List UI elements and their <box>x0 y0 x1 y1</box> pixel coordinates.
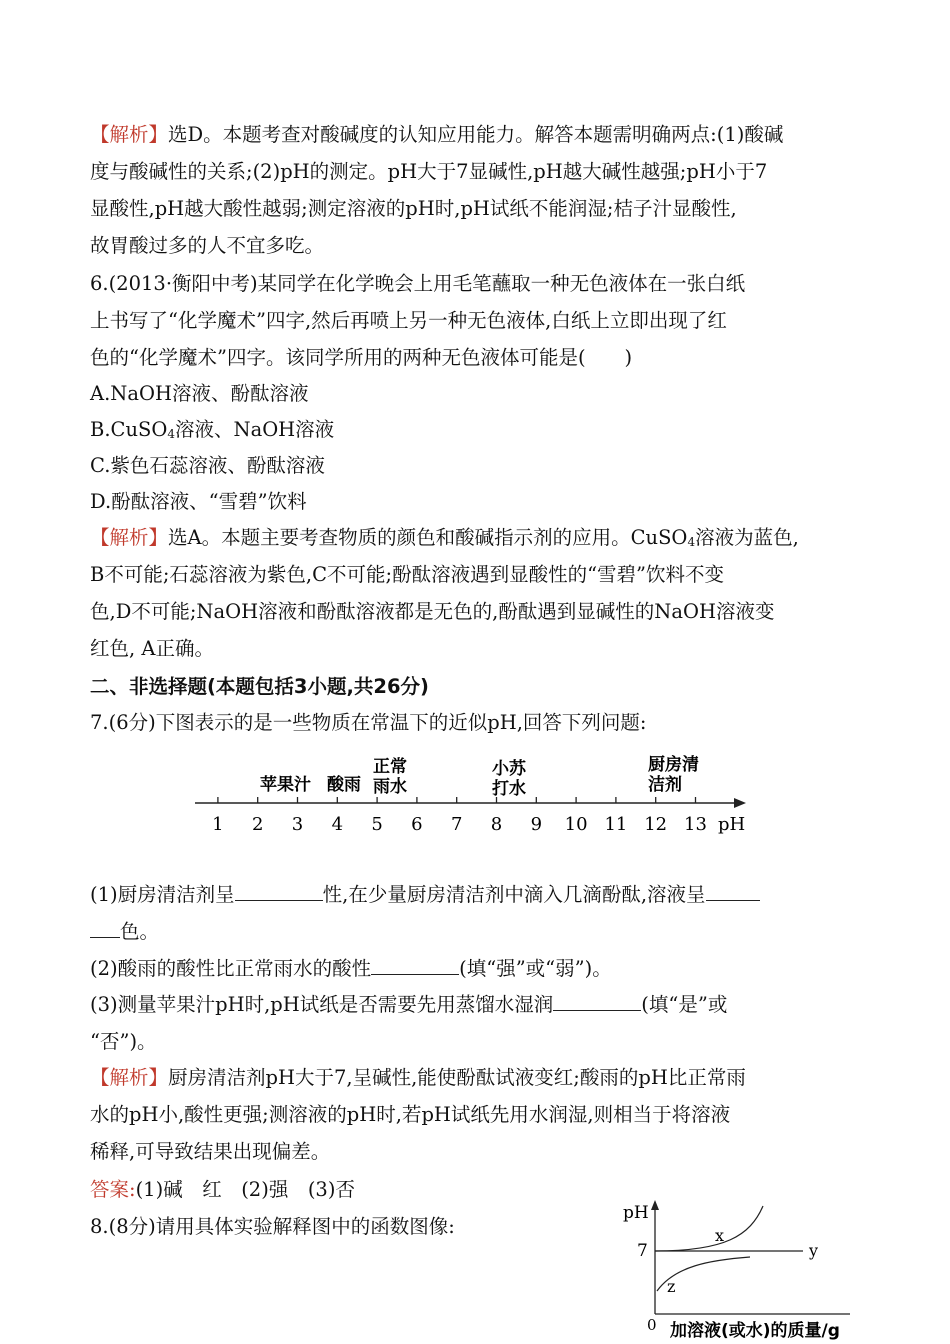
analysis-line: 【解析】选A。本题主要考查物质的颜色和酸碱指示剂的应用。CuSO$_4$溶液为蓝色, <box>90 526 799 549</box>
graph-seven-label: 7 <box>637 1241 648 1261</box>
ph-unit: pH <box>718 814 746 835</box>
analysis-line: 【解析】厨房清洁剂pH大于7,呈碱性,能使酚酞试液变红;酸雨的pH比正常雨 <box>90 1066 746 1089</box>
analysis-line: B不可能;石蕊溶液为紫色,C不可能;酚酞溶液遇到显酸性的“雪碧”饮料不变 <box>90 563 725 586</box>
ph-tick-label: 10 <box>564 814 588 835</box>
ph-tick-label: 5 <box>371 814 383 835</box>
answer-label: 答案: <box>90 1178 136 1201</box>
curve-label-y: y <box>809 1241 819 1260</box>
label-normal-rain: 雨水 <box>373 777 407 797</box>
label-cleaner: 洁剂 <box>648 775 682 795</box>
ph-tick-label: 13 <box>684 814 707 835</box>
curve-x <box>655 1206 763 1251</box>
axis-arrow-icon <box>734 798 746 808</box>
option-c: C.紫色石蕊溶液、酚酞溶液 <box>90 454 325 477</box>
answer-blank[interactable] <box>235 880 323 901</box>
question-6-stem: 6.(2013·衡阳中考)某同学在化学晚会上用毛笔蘸取一种无色液体在一张白纸 <box>90 272 746 295</box>
answer-line <box>90 1175 355 1205</box>
label-soda: 小苏 <box>492 759 526 779</box>
graph-y-label: pH <box>623 1203 649 1223</box>
ph-tick-label: 1 <box>212 814 224 835</box>
label-apple-juice: 苹果汁 <box>260 775 311 795</box>
question-7-stem: 7.(6分)下图表示的是一些物质在常温下的近似pH,回答下列问题: <box>90 711 647 734</box>
ph-tick-label: 11 <box>604 814 628 835</box>
analysis-line: 【解析】选D。本题考查对酸碱度的认知应用能力。解答本题需明确两点:(1)酸碱 <box>90 123 784 146</box>
ph-tick-label: 3 <box>291 814 304 835</box>
graph-origin: 0 <box>647 1316 657 1334</box>
ph-tick-label: 12 <box>644 814 668 835</box>
analysis-line: 故胃酸过多的人不宜多吃。 <box>90 234 325 257</box>
label-soda: 打水 <box>492 779 526 799</box>
analysis-line: 红色, A正确。 <box>90 637 214 660</box>
ph-tick-label: 4 <box>331 814 344 835</box>
curve-label-z: z <box>667 1277 676 1296</box>
function-graph <box>615 1196 865 1341</box>
question-7-part-3: (3)测量苹果汁pH时,pH试纸是否需要先用蒸馏水湿润 (填“是”或 <box>90 990 727 1020</box>
option-d: D.酚酞溶液、“雪碧”饮料 <box>90 490 307 513</box>
ph-tick-label: 7 <box>450 814 463 835</box>
answer-text: (1)碱 红 (2)强 (3)否 <box>135 1178 355 1201</box>
label-cleaner: 厨房清 <box>648 755 699 775</box>
analysis-line: 度与酸碱性的关系;(2)pH的测定。pH大于7显碱性,pH越大碱性越强;pH小于7 <box>90 160 768 183</box>
option-b: B.CuSO$_4$溶液、NaOH溶液 <box>90 418 335 441</box>
ph-tick-label: 6 <box>411 814 423 835</box>
curve-label-x: x <box>715 1226 725 1245</box>
question-7-part-1: 色。 <box>90 917 159 947</box>
question-7-part-3: “否”)。 <box>90 1030 157 1053</box>
analysis-tag: 【解析】 <box>90 1066 169 1089</box>
graph-x-label: 加溶液(或水)的质量/g <box>670 1321 840 1341</box>
section-title: 二、非选择题(本题包括3小题,共26分) <box>90 675 429 698</box>
ph-tick-label: 2 <box>251 814 264 835</box>
analysis-tag: 【解析】 <box>90 526 169 549</box>
answer-blank[interactable] <box>553 990 641 1011</box>
analysis-tag: 【解析】 <box>90 123 169 146</box>
answer-blank[interactable] <box>706 880 760 901</box>
question-6-stem: 上书写了“化学魔术”四字,然后再喷上另一种无色液体,白纸上立即出现了红 <box>90 309 727 332</box>
y-axis-arrow-icon <box>651 1200 659 1210</box>
ph-scale-figure <box>190 750 760 845</box>
analysis-line: 显酸性,pH越大酸性越弱;测定溶液的pH时,pH试纸不能润湿;桔子汁显酸性, <box>90 197 737 220</box>
question-6-stem: 色的“化学魔术”四字。该同学所用的两种无色液体可能是( ) <box>90 346 633 369</box>
question-8-stem: 8.(8分)请用具体实验解释图中的函数图像: <box>90 1215 455 1238</box>
analysis-line: 水的pH小,酸性更强;测溶液的pH时,若pH试纸先用水润湿,则相当于将溶液 <box>90 1103 731 1126</box>
label-normal-rain: 正常 <box>373 757 407 777</box>
answer-blank[interactable] <box>90 917 120 938</box>
option-a: A.NaOH溶液、酚酞溶液 <box>90 382 309 405</box>
analysis-line: 稀释,可导致结果出现偏差。 <box>90 1140 331 1163</box>
analysis-line: 色,D不可能;NaOH溶液和酚酞溶液都是无色的,酚酞遇到显碱性的NaOH溶液变 <box>90 600 775 623</box>
answer-blank[interactable] <box>371 954 459 975</box>
question-7-part-2: (2)酸雨的酸性比正常雨水的酸性 (填“强”或“弱”)。 <box>90 954 612 984</box>
ph-tick-label: 9 <box>530 814 543 835</box>
ph-tick-label: 8 <box>490 814 503 835</box>
label-acid-rain: 酸雨 <box>327 775 361 795</box>
question-7-part-1: (1)厨房清洁剂呈 性,在少量厨房清洁剂中滴入几滴酚酞,溶液呈 <box>90 880 760 910</box>
